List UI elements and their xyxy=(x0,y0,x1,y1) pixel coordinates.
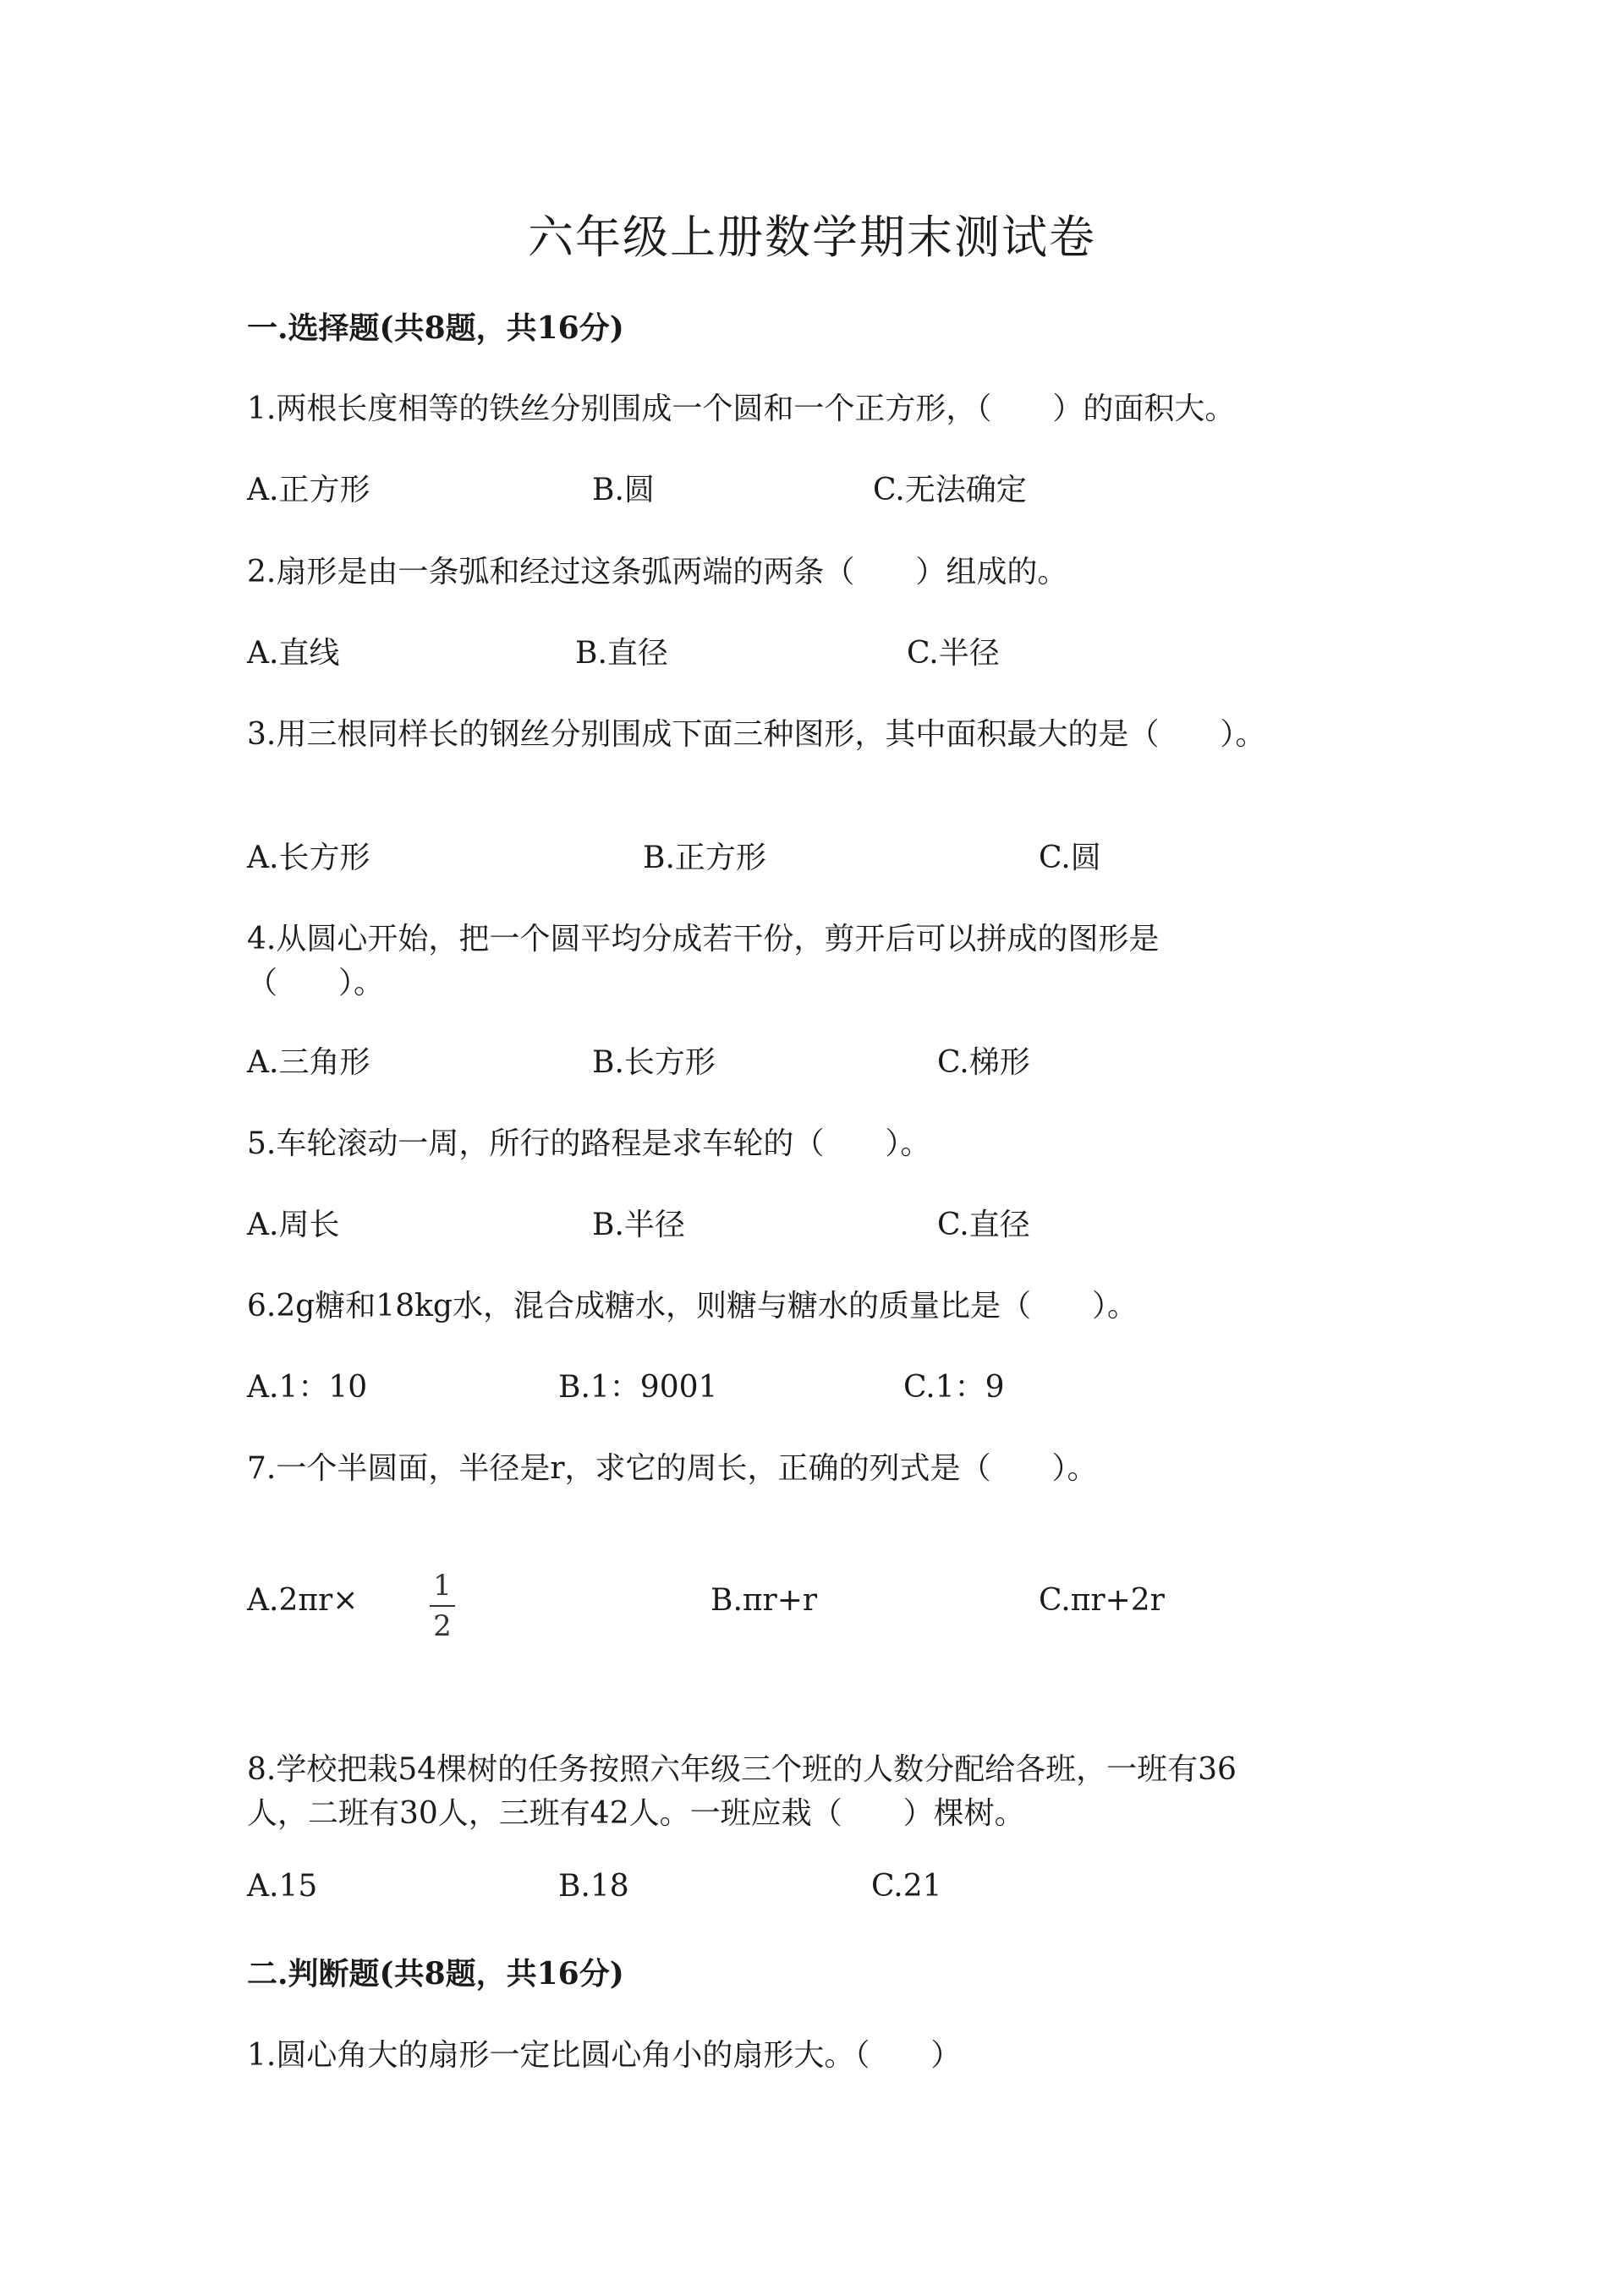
option-1b[interactable]: B.圆 xyxy=(592,473,655,507)
option-4b[interactable]: B.长方形 xyxy=(592,1045,716,1080)
fraction-bar xyxy=(430,1605,455,1607)
question-6: 6.2g糖和18kg水，混合成糖水，则糖与糖水的质量比是（ ）。 xyxy=(247,1289,1138,1323)
option-5b[interactable]: B.半径 xyxy=(592,1208,685,1242)
section-heading-choice: 一.选择题(共8题，共16分) xyxy=(247,310,624,346)
option-7a[interactable]: A.2πr× xyxy=(247,1583,359,1618)
judgement-question-1: 1.圆心角大的扇形一定比圆心角小的扇形大。（ ） xyxy=(247,2038,962,2073)
question-2: 2.扇形是由一条弧和经过这条弧两端的两条（ ）组成的。 xyxy=(247,555,1068,589)
option-2a[interactable]: A.直线 xyxy=(247,636,340,671)
option-8a[interactable]: A.15 xyxy=(247,1869,318,1904)
option-6a[interactable]: A.1：10 xyxy=(247,1370,368,1405)
option-5c[interactable]: C.直径 xyxy=(937,1208,1030,1242)
option-4a[interactable]: A.三角形 xyxy=(247,1045,370,1080)
page-title: 六年级上册数学期末测试卷 xyxy=(528,211,1096,264)
question-3: 3.用三根同样长的钢丝分别围成下面三种图形，其中面积最大的是（ ）。 xyxy=(247,717,1266,752)
question-8: 8.学校把栽54棵树的任务按照六年级三个班的人数分配给各班，一班有36 xyxy=(247,1752,1237,1787)
fraction-numerator: 1 xyxy=(433,1569,452,1603)
option-4c[interactable]: C.梯形 xyxy=(937,1045,1030,1080)
option-6b[interactable]: B.1：9001 xyxy=(558,1370,718,1405)
question-1: 1.两根长度相等的铁丝分别围成一个圆和一个正方形，（ ）的面积大。 xyxy=(247,392,1236,426)
question-4: 4.从圆心开始，把一个圆平均分成若干份，剪开后可以拼成的图形是 xyxy=(247,922,1160,956)
question-4-line2: （ ）。 xyxy=(247,966,385,1000)
option-1c[interactable]: C.无法确定 xyxy=(873,473,1027,507)
option-8c[interactable]: C.21 xyxy=(871,1869,942,1904)
option-3c[interactable]: C.圆 xyxy=(1039,841,1101,875)
option-1a[interactable]: A.正方形 xyxy=(247,473,370,507)
option-3a[interactable]: A.长方形 xyxy=(247,841,370,875)
question-5: 5.车轮滚动一周，所行的路程是求车轮的（ ）。 xyxy=(247,1126,931,1161)
option-7c[interactable]: C.πr+2r xyxy=(1039,1583,1165,1618)
option-6c[interactable]: C.1：9 xyxy=(903,1370,1005,1405)
option-3b[interactable]: B.正方形 xyxy=(643,841,766,875)
section-heading-judgement: 二.判断题(共8题，共16分) xyxy=(247,1956,624,1992)
option-5a[interactable]: A.周长 xyxy=(247,1208,340,1242)
question-8-line2: 人，二班有30人，三班有42人。一班应栽（ ）棵树。 xyxy=(247,1796,1025,1831)
fraction-one-half xyxy=(430,1571,455,1641)
question-7: 7.一个半圆面，半径是r，求它的周长，正确的列式是（ ）。 xyxy=(247,1451,1098,1486)
option-7b[interactable]: B.πr+r xyxy=(710,1583,818,1618)
option-8b[interactable]: B.18 xyxy=(558,1869,629,1904)
fraction-denominator: 2 xyxy=(433,1609,452,1643)
option-2b[interactable]: B.直径 xyxy=(575,636,668,671)
option-2c[interactable]: C.半径 xyxy=(907,636,1000,671)
